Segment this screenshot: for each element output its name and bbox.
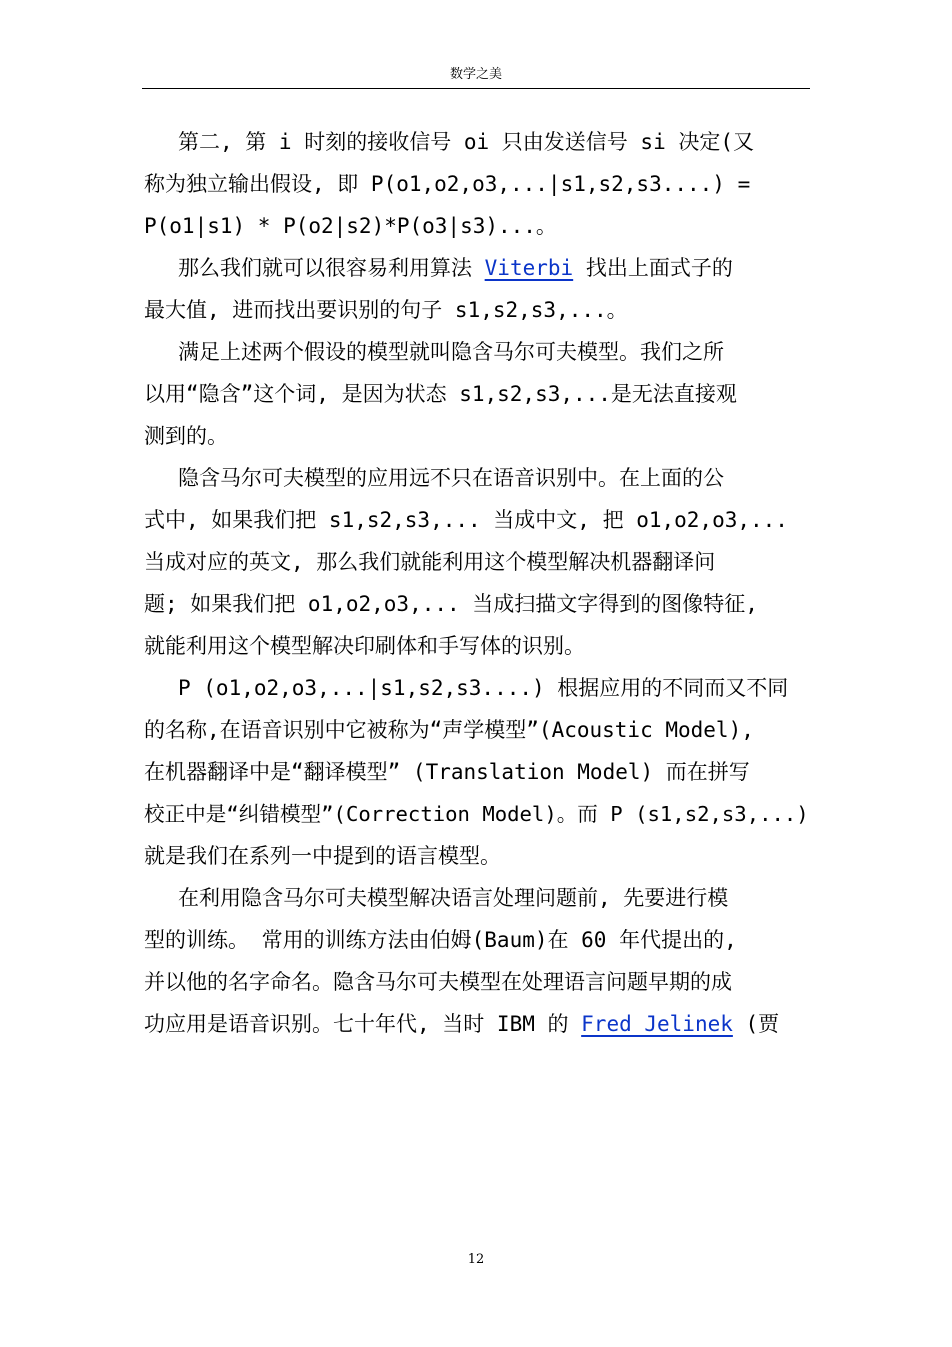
page-number: 12 [467, 1252, 485, 1267]
text-line: P (o1,o2,o3,...|s1,s2,s3....) 根据应用的不同而又不同 [178, 676, 789, 700]
paragraph-training [144, 877, 812, 1045]
fred-jelinek-link[interactable]: Fred Jelinek [581, 1012, 733, 1036]
text-line: P(o1|s1) * P(o2|s2)*P(o3|s3)...。 [144, 214, 557, 238]
text-line [144, 1003, 812, 1045]
text-segment: (贾 [732, 1012, 780, 1036]
text-line: 在利用隐含马尔可夫模型解决语言处理问题前, 先要进行模 [178, 886, 729, 910]
document-body [144, 121, 812, 1045]
text-line: 题; 如果我们把 o1,o2,o3,... 当成扫描文字得到的图像特征, [144, 592, 758, 616]
text-line: 当成对应的英文, 那么我们就能利用这个模型解决机器翻译问 [144, 550, 716, 574]
text-line: 满足上述两个假设的模型就叫隐含马尔可夫模型。我们之所 [178, 340, 724, 364]
text-line: 并以他的名字命名。隐含马尔可夫模型在处理语言问题早期的成 [144, 970, 732, 994]
text-line: 最大值, 进而找出要识别的句子 s1,s2,s3,...。 [144, 298, 628, 322]
text-line: 就是我们在系列一中提到的语言模型。 [144, 844, 501, 868]
text-segment: 功应用是语音识别。七十年代, 当时 IBM 的 [144, 1012, 582, 1036]
text-line: 就能利用这个模型解决印刷体和手写体的识别。 [144, 634, 585, 658]
text-line: 型的训练。 常用的训练方法由伯姆(Baum)在 60 年代提出的, [144, 928, 737, 952]
paragraph-model-names [144, 667, 812, 877]
viterbi-link[interactable]: Viterbi [484, 256, 574, 280]
text-line: 测到的。 [144, 424, 228, 448]
paragraph-hmm-definition [144, 331, 812, 457]
paragraph-hmm-applications [144, 457, 812, 667]
text-segment: 那么我们就可以很容易利用算法 [178, 256, 485, 280]
paragraph-viterbi [144, 247, 812, 331]
text-line [144, 247, 812, 289]
text-line: 在机器翻译中是“翻译模型” (Translation Model) 而在拼写 [144, 760, 750, 784]
text-line: 隐含马尔可夫模型的应用远不只在语音识别中。在上面的公 [178, 466, 724, 490]
text-line: 式中, 如果我们把 s1,s2,s3,... 当成中文, 把 o1,o2,o3,... [144, 508, 788, 532]
text-line: 以用“隐含”这个词, 是因为状态 s1,s2,s3,...是无法直接观 [144, 382, 737, 406]
running-header: 数学之美 [449, 67, 502, 82]
text-line: 校正中是“纠错模型”(Correction Model)。而 P (s1,s2,s3,...) [144, 802, 809, 826]
text-line: 的名称,在语音识别中它被称为“声学模型”(Acoustic Model), [144, 718, 754, 742]
text-segment: 找出上面式子的 [573, 256, 733, 280]
text-line: 称为独立输出假设, 即 P(o1,o2,o3,...|s1,s2,s3....) = [144, 172, 751, 196]
paragraph-independent-output [144, 121, 812, 247]
header-rule [142, 88, 810, 89]
text-line: 第二, 第 i 时刻的接收信号 oi 只由发送信号 si 决定(又 [178, 130, 755, 154]
